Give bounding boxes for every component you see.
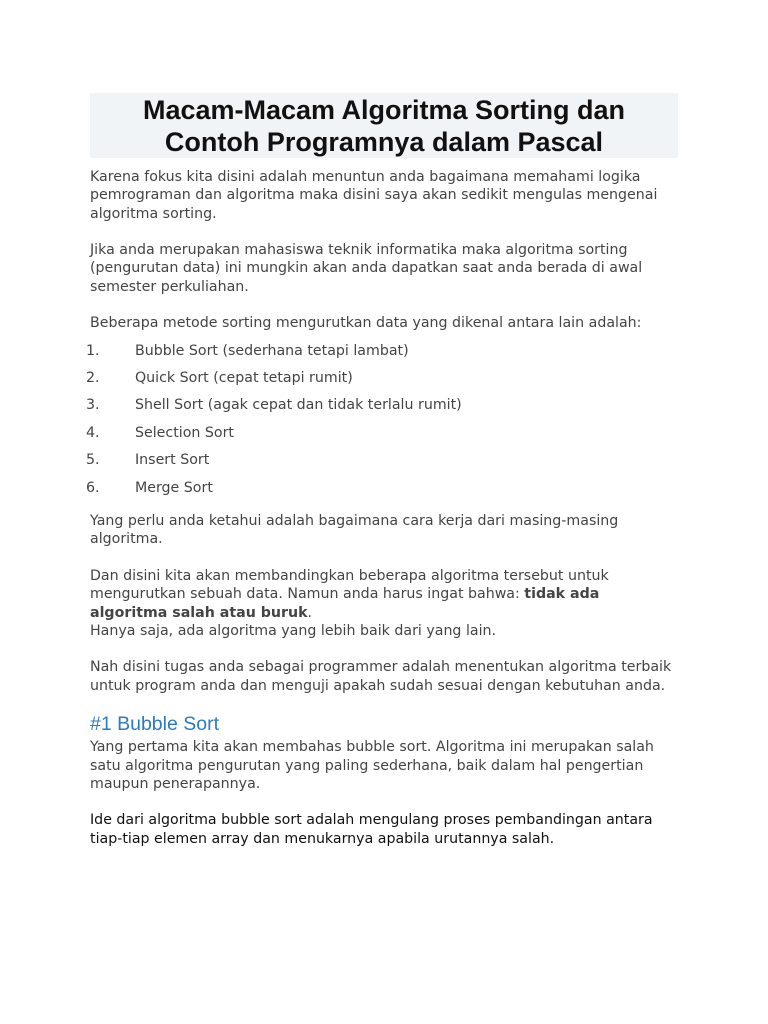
list-item: [86, 369, 678, 396]
paragraph-5-text: Dan disini kita akan membandingkan beberapa algoritma tersebut untuk mengurutkan sebuah data. Namun anda harus ingat bahwa:: [90, 567, 609, 603]
sorting-methods-list: [86, 342, 678, 506]
list-item: [86, 451, 678, 478]
list-label: Shell Sort (agak cepat dan tidak terlalu rumit): [135, 397, 462, 414]
title-line-1: Macam-Macam Algoritma Sorting dan: [142, 94, 626, 125]
list-label: Selection Sort: [135, 424, 234, 441]
list-number: 1.: [86, 342, 100, 359]
paragraph-8: Ide dari algoritma bubble sort adalah mengulang proses pembandingan antara tiap-tiap elemen array dan menukarnya apabila urutannya salah.: [90, 812, 653, 847]
paragraph-2: Jika anda merupakan mahasiswa teknik informatika maka algoritma sorting (pengurutan data) ini mungkin akan anda dapatkan saat anda berada di awal semester perkuliahan.: [90, 242, 643, 295]
list-number: 4.: [86, 424, 100, 441]
list-item: [86, 342, 678, 369]
title-line-2: Contoh Programnya dalam Pascal: [164, 126, 604, 157]
paragraph-5-period: .: [307, 604, 313, 621]
list-number: 3.: [86, 397, 100, 414]
paragraph-3: Beberapa metode sorting mengurutkan data yang dikenal antara lain adalah:: [90, 315, 642, 332]
list-number: 2.: [86, 370, 100, 387]
list-number: 5.: [86, 452, 100, 469]
page-title: [143, 94, 625, 158]
intro-paragraph: Karena fokus kita disini adalah menuntun anda bagaimana memahami logika pemrograman dan algoritma maka disini saya akan sedikit mengulas mengenai algoritma sorting.: [90, 169, 658, 222]
list-label: Quick Sort (cepat tetapi rumit): [135, 370, 353, 387]
paragraph-5: [90, 567, 678, 622]
list-item: [86, 424, 678, 451]
paragraph-5-line-2: Hanya saja, ada algoritma yang lebih baik dari yang lain.: [90, 622, 497, 639]
paragraph-5-emphasis: tidak ada algoritma salah atau buruk: [90, 586, 600, 621]
list-label: Bubble Sort (sederhana tetapi lambat): [135, 342, 409, 359]
paragraph-4: Yang perlu anda ketahui adalah bagaimana cara kerja dari masing-masing algoritma.: [90, 513, 619, 548]
list-label: Merge Sort: [135, 479, 213, 496]
list-item: [86, 479, 678, 506]
title-banner: [90, 93, 678, 158]
list-label: Insert Sort: [135, 452, 210, 469]
paragraph-6: Nah disini tugas anda sebagai programmer adalah menentukan algoritma terbaik untuk program anda dan menguji apakah sudah sesuai dengan kebutuhan anda.: [90, 659, 672, 694]
list-number: 6.: [86, 479, 100, 496]
section-heading-bubble-sort: #1 Bubble Sort: [90, 713, 220, 736]
document-page: [86, 93, 678, 866]
list-item: [86, 396, 678, 423]
paragraph-7: Yang pertama kita akan membahas bubble sort. Algoritma ini merupakan salah satu algoritma pengurutan yang paling sederhana, baik dalam hal pengertian maupun penerapannya.: [90, 739, 654, 792]
